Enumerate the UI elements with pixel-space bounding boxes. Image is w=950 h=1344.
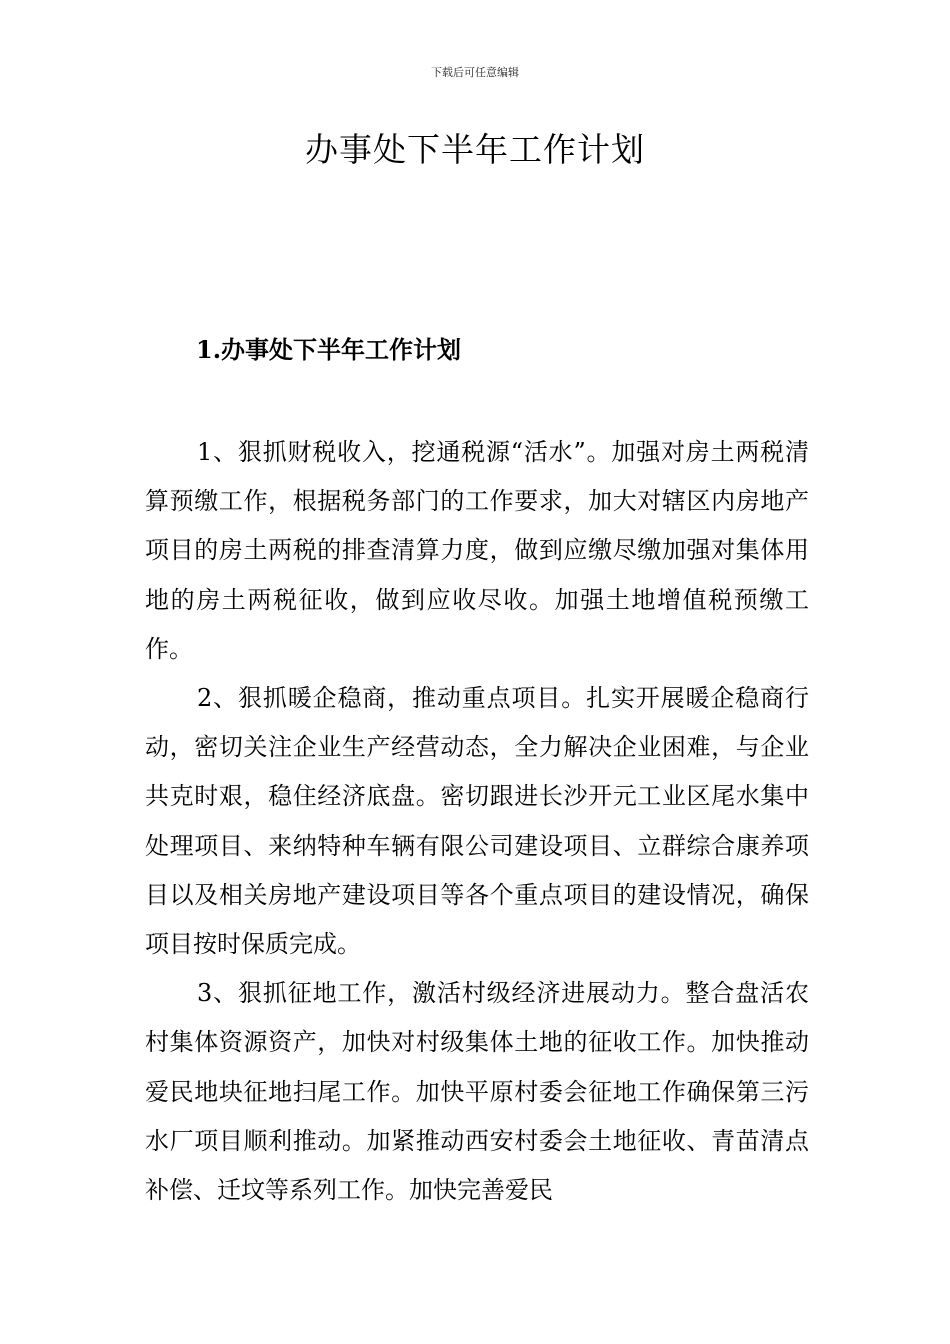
- paragraph-1: 1、狠抓财税收入，挖通税源“活水”。加强对房土两税清算预缴工作，根据税务部门的工作要求，加大对辖区内房地产项目的房土两税的排查清算力度，做到应缴尽缴加强对集体用地的房土两税征收，做到应收尽收。加强土地增值税预缴工作。: [145, 438, 809, 663]
- paragraph-3: 3、狠抓征地工作，激活村级经济进展动力。整合盘活农村集体资源资产，加快对村级集体土地的征收工作。加快推动爱民地块征地扫尾工作。加快平原村委会征地工作确保第三污水厂项目顺利推动。加紧推动西安村委会土地征收、青苗清点补偿、迁坟等系列工作。加快完善爱民: [145, 979, 809, 1205]
- paragraph-2: 2、狠抓暖企稳商，推动重点项目。扎实开展暖企稳商行动，密切关注企业生产经营动态，全力解决企业困难，与企业共克时艰，稳住经济底盘。密切跟进长沙开元工业区尾水集中处理项目、来纳特种车辆有限公司建设项目、立群综合康养项目以及相关房地产建设项目等各个重点项目的建设情况，确保项目按时保质完成。: [145, 684, 809, 959]
- document-title: 办事处下半年工作计划: [305, 130, 645, 169]
- header-note: 下载后可任意编辑: [431, 66, 519, 79]
- document-body: [145, 428, 809, 1215]
- section-heading: 1.办事处下半年工作计划: [196, 335, 462, 364]
